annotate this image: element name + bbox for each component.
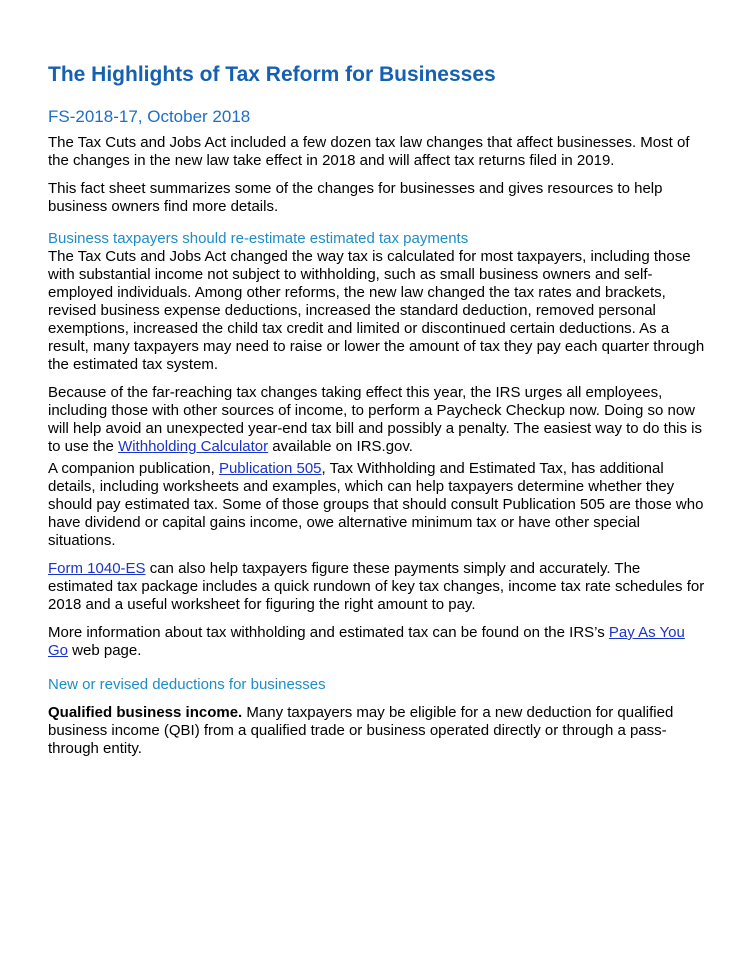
qbi-paragraph (48, 704, 708, 758)
qbi-label: Qualified business income. (48, 704, 243, 721)
estimated-tax-paragraph-2 (48, 384, 708, 456)
intro-paragraph-1: The Tax Cuts and Jobs Act included a few dozen tax law changes that affect businesses. Most of the changes in the new law take effect in 2018 and will affect tax returns filed in 2019. (48, 134, 690, 169)
paragraph-text: Many taxpayers may be eligible for a new deduction for qualified business income (QBI) from a qualified trade or business operated directly or through a pass-through entity. (48, 704, 674, 757)
section-heading-deductions: New or revised deductions for businesses (48, 676, 326, 693)
estimated-tax-paragraph-3 (48, 460, 708, 550)
paragraph-text: , Tax Withholding and Estimated Tax, has additional details, including worksheets and examples, which can help taxpayers determine whether they should pay estimated tax. Some of those groups that should consult Publication 505 are those who have dividend or capital gains income, owe alternative minimum tax or have other special situations. (48, 460, 704, 549)
estimated-tax-paragraph-1: The Tax Cuts and Jobs Act changed the way tax is calculated for most taxpayers, including those with substantial income not subject to withholding, such as small business owners and self-employed individuals. Among other reforms, the new law changed the tax rates and brackets, revised business expense deductions, increased the standard deduction, removed personal exemptions, increased the child tax credit and limited or discontinued certain deductions. As a result, many taxpayers may need to raise or lower the amount of tax they pay each quarter through the estimated tax system. (48, 248, 705, 373)
withholding-calculator-link[interactable]: Withholding Calculator (118, 438, 269, 455)
paragraph-text: web page. (68, 642, 142, 659)
paragraph-text: available on IRS.gov. (268, 438, 413, 455)
paragraph-text: More information about tax withholding and estimated tax can be found on the IRS’s (48, 624, 609, 641)
form-1040-es-link[interactable]: Form 1040-ES (48, 560, 146, 577)
estimated-tax-paragraph-5 (48, 624, 708, 660)
paragraph-text: A companion publication, (48, 460, 219, 477)
paragraph-text: Because of the far-reaching tax changes taking effect this year, the IRS urges all employees, including those with other sources of income, to perform a Paycheck Checkup now. Doing so now will help avoid an unexpected year-end tax bill and possibly a penalty. The easiest way to do this is to use the (48, 384, 702, 455)
pay-as-you-go-link[interactable]: Pay As You Go (48, 624, 685, 659)
paragraph-text: can also help taxpayers figure these payments simply and accurately. The estimated tax package includes a quick rundown of key tax changes, income tax rate schedules for 2018 and a useful worksheet for figuring the right amount to pay. (48, 560, 705, 613)
section-heading-estimated-tax: Business taxpayers should re-estimate estimated tax payments (48, 230, 469, 247)
intro-paragraph-2: This fact sheet summarizes some of the changes for businesses and gives resources to help business owners find more details. (48, 180, 663, 215)
document-id-date: FS-2018-17, October 2018 (48, 107, 251, 126)
estimated-tax-paragraph-4 (48, 560, 708, 614)
fact-sheet-page (48, 62, 708, 768)
publication-505-link[interactable]: Publication 505 (218, 460, 322, 477)
page-title: The Highlights of Tax Reform for Businesses (48, 63, 496, 86)
